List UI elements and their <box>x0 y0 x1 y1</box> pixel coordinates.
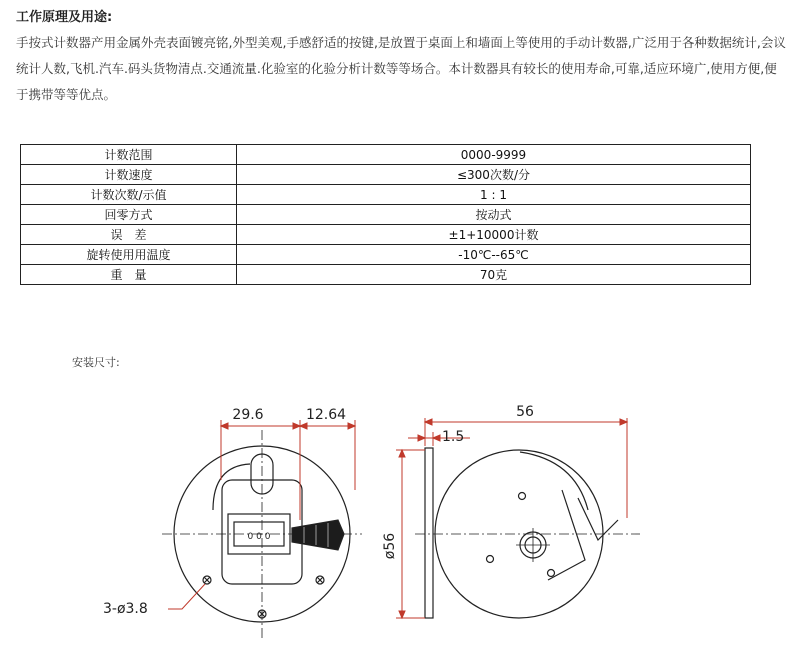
table-row <box>21 165 751 185</box>
dim-label-holes: 3-ø3.8 <box>103 601 148 617</box>
spec-label: 计数范围 <box>21 145 237 165</box>
section-heading: 工作原理及用途: <box>16 10 113 25</box>
spec-value: ±1+10000计数 <box>237 225 751 245</box>
table-row <box>21 185 751 205</box>
dim-label-width-1: 29.6 <box>232 407 264 423</box>
side-flat <box>548 490 585 580</box>
side-hole <box>548 570 555 577</box>
table-row <box>21 265 751 285</box>
dim-label-width-2: 12.64 <box>305 407 347 423</box>
table-row <box>21 205 751 225</box>
spec-value: -10℃--65℃ <box>237 245 751 265</box>
table-row <box>21 245 751 265</box>
spec-value: ≤300次数/分 <box>237 165 751 185</box>
dim-label-depth: 56 <box>516 404 534 420</box>
technical-drawing <box>0 370 800 649</box>
spec-label: 计数速度 <box>21 165 237 185</box>
spec-label: 计数次数/示值 <box>21 185 237 205</box>
spec-label: 误 差 <box>21 225 237 245</box>
dim-label-plate: 1.5 <box>442 429 465 445</box>
table-row <box>21 225 751 245</box>
install-size-label: 安装尺寸: <box>72 356 120 369</box>
body-top-arc <box>520 452 588 510</box>
side-hole <box>519 493 526 500</box>
side-hole <box>487 556 494 563</box>
spec-label: 回零方式 <box>21 205 237 225</box>
side-view <box>415 448 640 618</box>
spec-label: 重 量 <box>21 265 237 285</box>
reset-knob <box>292 520 344 550</box>
spec-value: 0000-9999 <box>237 145 751 165</box>
table-row <box>21 145 751 165</box>
spec-value: 按动式 <box>237 205 751 225</box>
counter-digits: 0 0 0 <box>247 532 271 542</box>
mounting-plate <box>425 448 433 618</box>
spec-value: 70克 <box>237 265 751 285</box>
ring-arc <box>213 464 250 510</box>
spec-table <box>20 144 751 285</box>
spec-label: 旋转使用用温度 <box>21 245 237 265</box>
intro-paragraph: 手按式计数器产用金属外壳表面镀亮铭,外型美观,手感舒适的按键,是放置于桌面上和墙面上等使用的手动计数器,广泛用于各种数据统计,会议统计人数,飞机.汽车.码头货物清点.交通流量.化验室的化验分析计数等等场合。本计数器具有较长的使用寿命,可靠,适应环境广,使用方便,便于携带等等优点。 <box>16 35 786 102</box>
dim-label-diameter: ø56 <box>382 532 398 560</box>
spec-value: 1 : 1 <box>237 185 751 205</box>
